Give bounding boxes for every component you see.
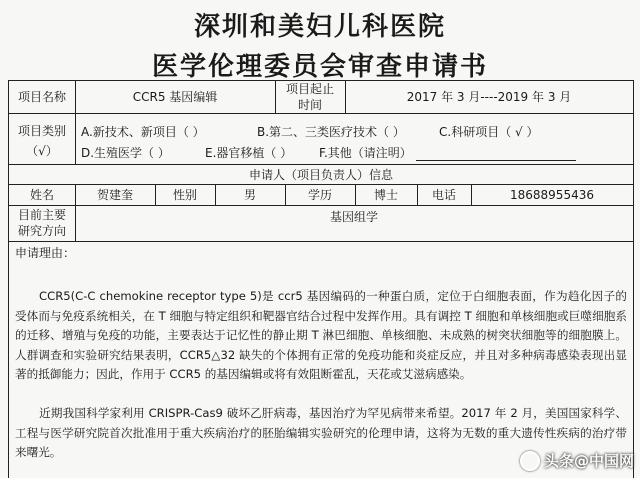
- row-divider: [9, 241, 633, 242]
- name-label: 姓名: [29, 188, 54, 202]
- phone-value: 18688955436: [510, 188, 594, 202]
- application-reason-label: 申请理由：: [15, 246, 76, 260]
- period-label-line1: 项目起止: [285, 82, 334, 96]
- option-organ-transplant[interactable]: E.器官移植（ ）: [205, 146, 293, 160]
- application-form: [8, 80, 634, 478]
- research-direction-label-line2: 研究方向: [17, 224, 66, 238]
- watermark: [520, 450, 634, 472]
- category-label: 项目类别: [17, 124, 66, 138]
- option-medical-technology[interactable]: B.第二、三类医疗技术（ ）: [257, 125, 405, 139]
- option-new-technology[interactable]: A.新技术、新项目（ ）: [81, 125, 205, 139]
- period-value: 2017 年 3 月----2019 年 3 月: [406, 90, 572, 104]
- toutiao-logo-icon: [520, 451, 540, 471]
- row-divider: [9, 205, 633, 206]
- reason-paragraph-1: [15, 287, 627, 385]
- name-value: 贺建奎: [96, 188, 133, 202]
- watermark-text: 头条@中国网: [543, 451, 634, 470]
- project-name-label: 项目名称: [17, 90, 66, 104]
- gender-value: 男: [243, 188, 256, 202]
- hospital-name: 深圳和美妇儿科医院: [193, 12, 446, 42]
- research-direction-value: 基因组学: [329, 210, 378, 224]
- period-label-line2: 时间: [297, 98, 322, 112]
- applicant-info-header: 申请人（项目负责人）信息: [248, 168, 393, 182]
- category-check-mark: （√）: [26, 144, 58, 158]
- reason-paragraph-2-text: 近期我国科学家利用 CRISPR-Cas9 破坏乙肝病毒，基因治疗为罕见病带来希望。2017 年 2 月，美国国家科学、工程与医学研究院首次批准用于重大疾病治疗的胚胎编辑实验研究的伦理申请，这将为无数的重大遗传性疾病的治疗带来曙光。: [15, 406, 627, 459]
- form-title: 医学伦理委员会审查申请书: [151, 52, 488, 82]
- row-divider: [9, 184, 633, 185]
- row-divider: [9, 113, 633, 114]
- other-specify-field[interactable]: [416, 148, 576, 161]
- option-other[interactable]: [319, 144, 576, 161]
- education-label: 学历: [307, 188, 332, 202]
- reason-paragraph-1-text: CCR5(C-C chemokine receptor type 5)是 ccr5 基因编码的一种蛋白质，定位于白细胞表面，作为趋化因子的受体而与免疫系统相关，在 T 细胞与特定组织和靶器官结合过程中发挥作用。具有调控 T 细胞和单核细胞或巨噬细胞系的迁移、增殖与免疫的功能，主要表达于记忆性的静止期 T 淋巴细胞、单核细胞、未成熟的树突状细胞等的细胞膜上。人群调查和实验研究结果表明，CCR5△32 缺失的个体拥有正常的免疫功能和炎症反应，并且对多种病毒感染表现出显著的抵御能力；因此，作用于 CCR5 的基因编辑或将有效阻断霍乱，天花或艾滋病感染。: [15, 289, 627, 381]
- education-value: 博士: [373, 188, 398, 202]
- option-research-project[interactable]: C.科研项目（ √ ）: [439, 125, 539, 139]
- option-reproductive-medicine[interactable]: D.生殖医学（ ）: [81, 146, 170, 160]
- project-name-value: CCR5 基因编辑: [132, 90, 218, 104]
- col-divider: [75, 113, 76, 164]
- research-direction-label-line1: 目前主要: [17, 208, 66, 222]
- gender-label: 性别: [172, 188, 197, 202]
- option-other-label: F.其他（请注明）: [319, 146, 412, 160]
- phone-label: 电话: [431, 188, 456, 202]
- row-divider: [9, 164, 633, 165]
